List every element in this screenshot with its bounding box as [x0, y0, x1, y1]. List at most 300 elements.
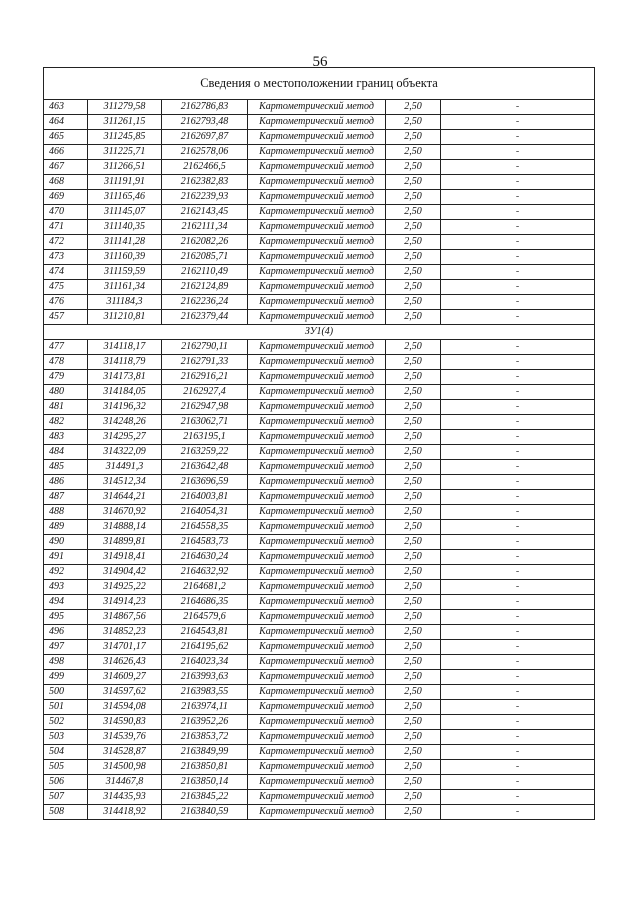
coord-x-cell: 314888,14 [88, 520, 162, 535]
note-cell: - [441, 100, 595, 115]
coord-y-cell: 2162916,21 [162, 370, 248, 385]
table-row [44, 340, 595, 355]
method-cell: Картометрический метод [248, 445, 386, 460]
accuracy-cell: 2,50 [386, 745, 441, 760]
point-number-cell: 471 [44, 220, 88, 235]
coord-y-cell: 2162947,98 [162, 400, 248, 415]
method-cell: Картометрический метод [248, 640, 386, 655]
table-row [44, 670, 595, 685]
method-cell: Картометрический метод [248, 550, 386, 565]
accuracy-cell: 2,50 [386, 730, 441, 745]
table-row [44, 235, 595, 250]
note-cell: - [441, 190, 595, 205]
accuracy-cell: 2,50 [386, 805, 441, 820]
table-row [44, 415, 595, 430]
coord-y-cell: 2162236,24 [162, 295, 248, 310]
coord-y-cell: 2164558,35 [162, 520, 248, 535]
coord-x-cell: 314594,08 [88, 700, 162, 715]
accuracy-cell: 2,50 [386, 595, 441, 610]
method-cell: Картометрический метод [248, 310, 386, 325]
accuracy-cell: 2,50 [386, 610, 441, 625]
note-cell: - [441, 295, 595, 310]
coord-x-cell: 314435,93 [88, 790, 162, 805]
table-row [44, 580, 595, 595]
method-cell: Картометрический метод [248, 535, 386, 550]
point-number-cell: 487 [44, 490, 88, 505]
coord-x-cell: 314539,76 [88, 730, 162, 745]
point-number-cell: 498 [44, 655, 88, 670]
coord-x-cell: 311161,34 [88, 280, 162, 295]
coord-x-cell: 314644,21 [88, 490, 162, 505]
method-cell: Картометрический метод [248, 775, 386, 790]
note-cell: - [441, 475, 595, 490]
point-number-cell: 470 [44, 205, 88, 220]
point-number-cell: 469 [44, 190, 88, 205]
coord-x-cell: 311159,59 [88, 265, 162, 280]
coord-x-cell: 311160,39 [88, 250, 162, 265]
table-row [44, 205, 595, 220]
point-number-cell: 491 [44, 550, 88, 565]
point-number-cell: 494 [44, 595, 88, 610]
accuracy-cell: 2,50 [386, 175, 441, 190]
coord-y-cell: 2162793,48 [162, 115, 248, 130]
accuracy-cell: 2,50 [386, 310, 441, 325]
note-cell: - [441, 460, 595, 475]
coord-x-cell: 314418,92 [88, 805, 162, 820]
coord-x-cell: 314925,22 [88, 580, 162, 595]
table-row [44, 265, 595, 280]
table-row [44, 790, 595, 805]
method-cell: Картометрический метод [248, 625, 386, 640]
table-row [44, 145, 595, 160]
coord-x-cell: 314322,09 [88, 445, 162, 460]
table-row [44, 745, 595, 760]
point-number-cell: 481 [44, 400, 88, 415]
point-number-cell: 477 [44, 340, 88, 355]
coord-y-cell: 2164054,31 [162, 505, 248, 520]
method-cell: Картометрический метод [248, 565, 386, 580]
table-row [44, 595, 595, 610]
point-number-cell: 504 [44, 745, 88, 760]
accuracy-cell: 2,50 [386, 130, 441, 145]
coord-x-cell: 311140,35 [88, 220, 162, 235]
coord-y-cell: 2162110,49 [162, 265, 248, 280]
accuracy-cell: 2,50 [386, 145, 441, 160]
table-row [44, 445, 595, 460]
accuracy-cell: 2,50 [386, 550, 441, 565]
point-number-cell: 496 [44, 625, 88, 640]
coord-y-cell: 2162927,4 [162, 385, 248, 400]
method-cell: Картометрический метод [248, 460, 386, 475]
coord-y-cell: 2163062,71 [162, 415, 248, 430]
point-number-cell: 495 [44, 610, 88, 625]
coord-x-cell: 314852,23 [88, 625, 162, 640]
coord-x-cell: 311184,3 [88, 295, 162, 310]
method-cell: Картометрический метод [248, 595, 386, 610]
note-cell: - [441, 130, 595, 145]
coord-y-cell: 2163849,99 [162, 745, 248, 760]
method-cell: Картометрический метод [248, 370, 386, 385]
coord-x-cell: 314248,26 [88, 415, 162, 430]
point-number-cell: 478 [44, 355, 88, 370]
note-cell: - [441, 520, 595, 535]
method-cell: Картометрический метод [248, 130, 386, 145]
method-cell: Картометрический метод [248, 205, 386, 220]
note-cell: - [441, 670, 595, 685]
note-cell: - [441, 535, 595, 550]
table-row [44, 640, 595, 655]
point-number-cell: 507 [44, 790, 88, 805]
note-cell: - [441, 400, 595, 415]
method-cell: Картометрический метод [248, 685, 386, 700]
table-row [44, 760, 595, 775]
note-cell: - [441, 145, 595, 160]
method-cell: Картометрический метод [248, 250, 386, 265]
coord-x-cell: 314196,32 [88, 400, 162, 415]
accuracy-cell: 2,50 [386, 370, 441, 385]
coord-x-cell: 311165,46 [88, 190, 162, 205]
table-row [44, 610, 595, 625]
note-cell: - [441, 445, 595, 460]
note-cell: - [441, 340, 595, 355]
coord-y-cell: 2163853,72 [162, 730, 248, 745]
point-number-cell: 466 [44, 145, 88, 160]
method-cell: Картометрический метод [248, 400, 386, 415]
coord-y-cell: 2163195,1 [162, 430, 248, 445]
section-row [44, 325, 595, 340]
accuracy-cell: 2,50 [386, 520, 441, 535]
method-cell: Картометрический метод [248, 610, 386, 625]
method-cell: Картометрический метод [248, 655, 386, 670]
point-number-cell: 490 [44, 535, 88, 550]
note-cell: - [441, 430, 595, 445]
accuracy-cell: 2,50 [386, 400, 441, 415]
accuracy-cell: 2,50 [386, 190, 441, 205]
coord-x-cell: 314295,27 [88, 430, 162, 445]
table-row [44, 220, 595, 235]
table-row [44, 550, 595, 565]
coord-x-cell: 314597,62 [88, 685, 162, 700]
accuracy-cell: 2,50 [386, 430, 441, 445]
boundary-coordinates-table [43, 67, 595, 820]
coord-x-cell: 314609,27 [88, 670, 162, 685]
coord-x-cell: 314491,3 [88, 460, 162, 475]
coord-x-cell: 314914,23 [88, 595, 162, 610]
coord-y-cell: 2163696,59 [162, 475, 248, 490]
point-number-cell: 506 [44, 775, 88, 790]
point-number-cell: 488 [44, 505, 88, 520]
note-cell: - [441, 355, 595, 370]
accuracy-cell: 2,50 [386, 715, 441, 730]
table-row [44, 490, 595, 505]
accuracy-cell: 2,50 [386, 535, 441, 550]
table-row [44, 100, 595, 115]
point-number-cell: 472 [44, 235, 88, 250]
method-cell: Картометрический метод [248, 670, 386, 685]
note-cell: - [441, 310, 595, 325]
note-cell: - [441, 805, 595, 820]
coord-y-cell: 2164003,81 [162, 490, 248, 505]
point-number-cell: 503 [44, 730, 88, 745]
coord-x-cell: 311225,71 [88, 145, 162, 160]
method-cell: Картометрический метод [248, 505, 386, 520]
accuracy-cell: 2,50 [386, 760, 441, 775]
coord-x-cell: 311145,07 [88, 205, 162, 220]
table-row [44, 805, 595, 820]
note-cell: - [441, 265, 595, 280]
coord-x-cell: 314528,87 [88, 745, 162, 760]
method-cell: Картометрический метод [248, 430, 386, 445]
method-cell: Картометрический метод [248, 520, 386, 535]
table-row [44, 460, 595, 475]
accuracy-cell: 2,50 [386, 475, 441, 490]
method-cell: Картометрический метод [248, 340, 386, 355]
note-cell: - [441, 685, 595, 700]
table-row [44, 175, 595, 190]
coord-y-cell: 2162085,71 [162, 250, 248, 265]
accuracy-cell: 2,50 [386, 280, 441, 295]
note-cell: - [441, 280, 595, 295]
coord-y-cell: 2164632,92 [162, 565, 248, 580]
coord-y-cell: 2162382,83 [162, 175, 248, 190]
note-cell: - [441, 715, 595, 730]
note-cell: - [441, 745, 595, 760]
method-cell: Картометрический метод [248, 715, 386, 730]
note-cell: - [441, 730, 595, 745]
table-row [44, 115, 595, 130]
method-cell: Картометрический метод [248, 490, 386, 505]
coord-x-cell: 314118,17 [88, 340, 162, 355]
table-row [44, 310, 595, 325]
note-cell: - [441, 235, 595, 250]
coord-y-cell: 2164543,81 [162, 625, 248, 640]
coord-y-cell: 2162466,5 [162, 160, 248, 175]
note-cell: - [441, 505, 595, 520]
point-number-cell: 475 [44, 280, 88, 295]
method-cell: Картометрический метод [248, 115, 386, 130]
coord-x-cell: 311279,58 [88, 100, 162, 115]
coord-x-cell: 311245,85 [88, 130, 162, 145]
method-cell: Картометрический метод [248, 790, 386, 805]
accuracy-cell: 2,50 [386, 220, 441, 235]
method-cell: Картометрический метод [248, 280, 386, 295]
coord-x-cell: 311141,28 [88, 235, 162, 250]
accuracy-cell: 2,50 [386, 100, 441, 115]
table-row [44, 505, 595, 520]
point-number-cell: 499 [44, 670, 88, 685]
table-title-row [44, 68, 595, 100]
coord-y-cell: 2162791,33 [162, 355, 248, 370]
table-row [44, 535, 595, 550]
coord-x-cell: 314118,79 [88, 355, 162, 370]
table-row [44, 280, 595, 295]
note-cell: - [441, 700, 595, 715]
table-row [44, 775, 595, 790]
accuracy-cell: 2,50 [386, 205, 441, 220]
coord-x-cell: 311191,91 [88, 175, 162, 190]
coord-y-cell: 2163845,22 [162, 790, 248, 805]
coord-x-cell: 314670,92 [88, 505, 162, 520]
point-number-cell: 489 [44, 520, 88, 535]
table-row [44, 520, 595, 535]
coord-x-cell: 314467,8 [88, 775, 162, 790]
accuracy-cell: 2,50 [386, 385, 441, 400]
point-number-cell: 479 [44, 370, 88, 385]
note-cell: - [441, 595, 595, 610]
method-cell: Картометрический метод [248, 415, 386, 430]
point-number-cell: 500 [44, 685, 88, 700]
accuracy-cell: 2,50 [386, 415, 441, 430]
method-cell: Картометрический метод [248, 385, 386, 400]
method-cell: Картометрический метод [248, 700, 386, 715]
table-title: Сведения о местоположении границ объекта [44, 68, 595, 100]
accuracy-cell: 2,50 [386, 790, 441, 805]
coord-y-cell: 2164583,73 [162, 535, 248, 550]
accuracy-cell: 2,50 [386, 460, 441, 475]
point-number-cell: 482 [44, 415, 88, 430]
coord-y-cell: 2164630,24 [162, 550, 248, 565]
coord-x-cell: 314173,81 [88, 370, 162, 385]
section-label: ЗУ1(4) [44, 325, 595, 340]
note-cell: - [441, 490, 595, 505]
coord-x-cell: 314701,17 [88, 640, 162, 655]
point-number-cell: 464 [44, 115, 88, 130]
accuracy-cell: 2,50 [386, 640, 441, 655]
method-cell: Картометрический метод [248, 730, 386, 745]
page-number: 56 [312, 54, 328, 70]
coord-y-cell: 2162111,34 [162, 220, 248, 235]
note-cell: - [441, 175, 595, 190]
point-number-cell: 467 [44, 160, 88, 175]
table-row [44, 730, 595, 745]
point-number-cell: 463 [44, 100, 88, 115]
note-cell: - [441, 220, 595, 235]
point-number-cell: 465 [44, 130, 88, 145]
method-cell: Картометрический метод [248, 100, 386, 115]
note-cell: - [441, 565, 595, 580]
coord-y-cell: 2162143,45 [162, 205, 248, 220]
method-cell: Картометрический метод [248, 175, 386, 190]
coord-y-cell: 2163259,22 [162, 445, 248, 460]
coord-y-cell: 2163974,11 [162, 700, 248, 715]
accuracy-cell: 2,50 [386, 565, 441, 580]
table-row [44, 385, 595, 400]
coord-x-cell: 314904,42 [88, 565, 162, 580]
table-row [44, 430, 595, 445]
accuracy-cell: 2,50 [386, 295, 441, 310]
method-cell: Картометрический метод [248, 145, 386, 160]
method-cell: Картометрический метод [248, 760, 386, 775]
note-cell: - [441, 760, 595, 775]
note-cell: - [441, 580, 595, 595]
accuracy-cell: 2,50 [386, 700, 441, 715]
note-cell: - [441, 370, 595, 385]
note-cell: - [441, 655, 595, 670]
coord-y-cell: 2164681,2 [162, 580, 248, 595]
note-cell: - [441, 640, 595, 655]
accuracy-cell: 2,50 [386, 250, 441, 265]
coord-y-cell: 2162239,93 [162, 190, 248, 205]
table-row [44, 475, 595, 490]
coord-x-cell: 314590,83 [88, 715, 162, 730]
point-number-cell: 484 [44, 445, 88, 460]
coord-x-cell: 314500,98 [88, 760, 162, 775]
coord-x-cell: 314918,41 [88, 550, 162, 565]
table-row [44, 295, 595, 310]
coord-x-cell: 314867,56 [88, 610, 162, 625]
accuracy-cell: 2,50 [386, 115, 441, 130]
accuracy-cell: 2,50 [386, 505, 441, 520]
coord-y-cell: 2163850,81 [162, 760, 248, 775]
coord-x-cell: 314512,34 [88, 475, 162, 490]
coord-y-cell: 2163983,55 [162, 685, 248, 700]
point-number-cell: 473 [44, 250, 88, 265]
coord-y-cell: 2163642,48 [162, 460, 248, 475]
point-number-cell: 476 [44, 295, 88, 310]
coord-y-cell: 2164195,62 [162, 640, 248, 655]
accuracy-cell: 2,50 [386, 625, 441, 640]
point-number-cell: 468 [44, 175, 88, 190]
point-number-cell: 480 [44, 385, 88, 400]
coord-y-cell: 2162124,89 [162, 280, 248, 295]
table-row [44, 700, 595, 715]
table-row [44, 565, 595, 580]
point-number-cell: 486 [44, 475, 88, 490]
coord-y-cell: 2162578,06 [162, 145, 248, 160]
accuracy-cell: 2,50 [386, 445, 441, 460]
accuracy-cell: 2,50 [386, 235, 441, 250]
coord-x-cell: 314626,43 [88, 655, 162, 670]
coord-x-cell: 314899,81 [88, 535, 162, 550]
method-cell: Картометрический метод [248, 160, 386, 175]
table-row [44, 190, 595, 205]
coord-y-cell: 2163850,14 [162, 775, 248, 790]
coord-x-cell: 311266,51 [88, 160, 162, 175]
accuracy-cell: 2,50 [386, 490, 441, 505]
coord-y-cell: 2162790,11 [162, 340, 248, 355]
coord-x-cell: 311261,15 [88, 115, 162, 130]
note-cell: - [441, 775, 595, 790]
method-cell: Картометрический метод [248, 265, 386, 280]
point-number-cell: 474 [44, 265, 88, 280]
accuracy-cell: 2,50 [386, 580, 441, 595]
method-cell: Картометрический метод [248, 190, 386, 205]
accuracy-cell: 2,50 [386, 685, 441, 700]
point-number-cell: 497 [44, 640, 88, 655]
coord-x-cell: 314184,05 [88, 385, 162, 400]
method-cell: Картометрический метод [248, 805, 386, 820]
method-cell: Картометрический метод [248, 580, 386, 595]
method-cell: Картометрический метод [248, 220, 386, 235]
point-number-cell: 508 [44, 805, 88, 820]
table-row [44, 250, 595, 265]
note-cell: - [441, 115, 595, 130]
method-cell: Картометрический метод [248, 355, 386, 370]
point-number-cell: 492 [44, 565, 88, 580]
note-cell: - [441, 160, 595, 175]
point-number-cell: 501 [44, 700, 88, 715]
accuracy-cell: 2,50 [386, 655, 441, 670]
method-cell: Картометрический метод [248, 745, 386, 760]
table-row [44, 400, 595, 415]
note-cell: - [441, 550, 595, 565]
note-cell: - [441, 205, 595, 220]
note-cell: - [441, 415, 595, 430]
point-number-cell: 502 [44, 715, 88, 730]
accuracy-cell: 2,50 [386, 775, 441, 790]
coord-y-cell: 2164023,34 [162, 655, 248, 670]
table-row [44, 130, 595, 145]
